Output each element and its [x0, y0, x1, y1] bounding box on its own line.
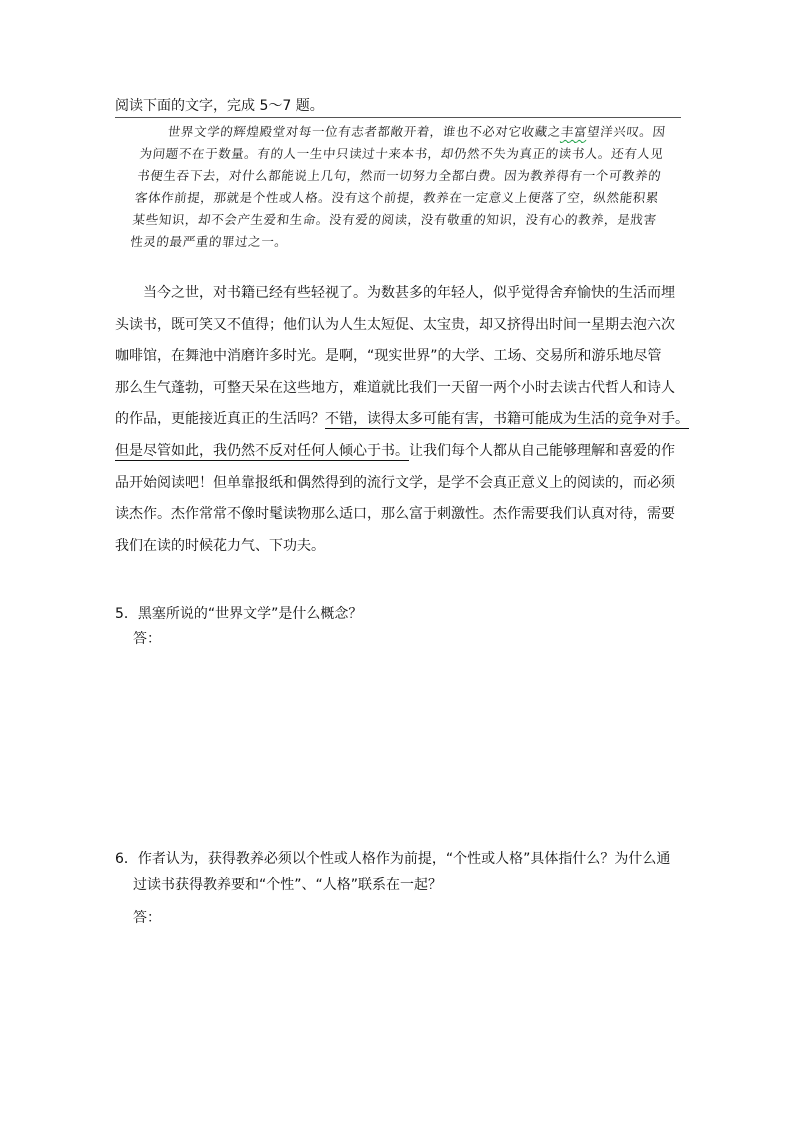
answer-label-5: 答： [133, 631, 161, 647]
handwritten-line: 为问题不在于数量。有的人一生中只读过十来本书，却仍然不失为真正的读书人。还有人见 [138, 146, 665, 161]
handwritten-line: 世界文学的辉煌殿堂对每一位有志者都敞开着，谁也不必对它收藏之丰富望洋兴叹。因 [167, 124, 667, 139]
question-6-line: 过读书获得教养要和“个性”、“人格”联系在一起？ [133, 877, 443, 893]
reading-instruction: 阅读下面的文字，完成 5～7 题。 [115, 98, 324, 114]
question-5: 5．黑塞所说的“世界文学”是什么概念？ [115, 606, 363, 622]
handwritten-passage [129, 121, 681, 253]
passage-line: 但是尽管如此，我仍然不反对任何人倾心于书。让我们每个人都从自己能够理解和喜爱的作 [115, 442, 675, 459]
passage-line: 读杰作。杰作常常不像时髦读物那么适口，那么富于刺激性。杰作需要我们认真对待，需要 [115, 506, 675, 523]
question-6 [115, 846, 695, 898]
handwritten-line: 书便生吞下去，对什么都能说上几句，然而一切努力全都白费。因为教养得有一个可教养的 [136, 168, 663, 183]
divider-line [115, 117, 681, 118]
question-6-line: 6．作者认为，获得教养必须以个性或人格作为前提，“个性或人格”具体指什么？为什么通 [115, 851, 671, 867]
passage-line: 那么生气蓬勃，可整天呆在这些地方，难道就比我们一天留一两个小时去读古代哲人和诗人 [115, 379, 675, 396]
underlined-sentence: 不错，读得太多可能有害，书籍可能成为生活的竞争对手。 [325, 411, 689, 428]
passage-line: 当今之世，对书籍已经有些轻视了。为数甚多的年轻人，似乎觉得舍弃愉快的生活而埋 [143, 285, 675, 301]
passage-line: 头读书，既可笑又不值得；他们认为人生太短促、太宝贵，却又挤得出时间一星期去泡六次 [115, 316, 675, 333]
handwritten-line: 性灵的最严重的罪过之一。 [129, 234, 289, 249]
passage-line: 品开始阅读吧！但单靠报纸和偶然得到的流行文学，是学不会真正意义上的阅读的，而必须 [115, 474, 675, 491]
handwritten-line: 客体作前提，那就是个性或人格。没有这个前提，教养在一定意义上便落了空，纵然能积累 [134, 190, 660, 205]
passage-line: 咖啡馆，在舞池中消磨许多时光。是啊，“现实世界”的大学、工场、交易所和游乐地尽管 [115, 348, 662, 365]
handwritten-line: 某些知识，却不会产生爱和生命。没有爱的阅读，没有敬重的知识，没有心的教养，是戕害 [131, 212, 658, 227]
printed-passage [115, 278, 690, 562]
passage-line: 的作品，更能接近真正的生活吗？不错，读得太多可能有害，书籍可能成为生活的竞争对手。 [115, 411, 689, 428]
passage-line: 我们在读的时候花力气、下功夫。 [115, 537, 325, 554]
underlined-sentence: 但是尽管如此，我仍然不反对任何人倾心于书。 [115, 442, 409, 459]
answer-label-6: 答： [133, 910, 161, 926]
spellcheck-underline: 丰富 [560, 124, 588, 139]
